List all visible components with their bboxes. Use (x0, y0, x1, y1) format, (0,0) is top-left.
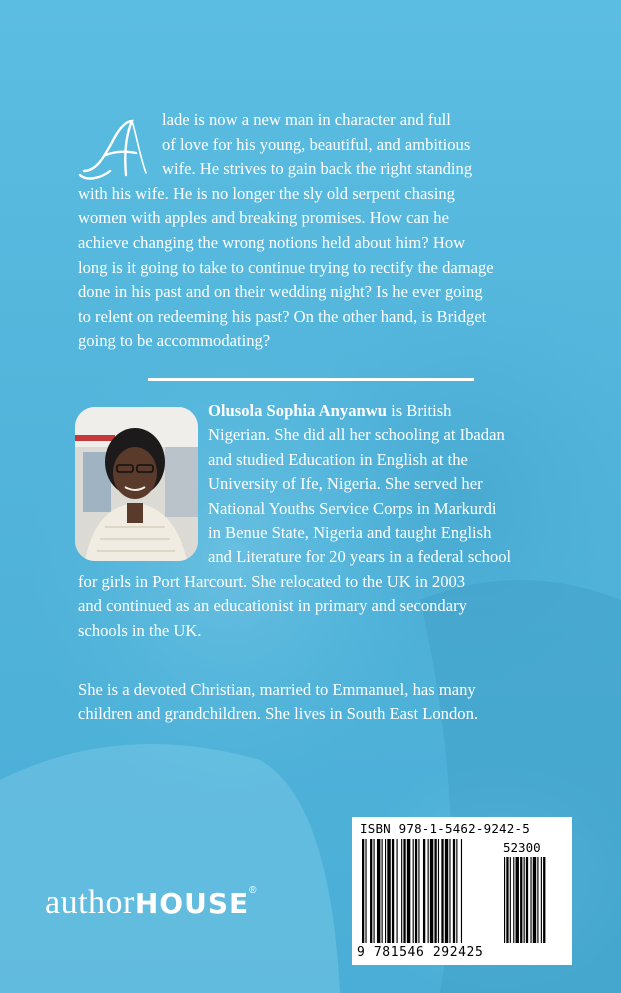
addon-price-digits: 52300 (503, 840, 541, 855)
bio-line: children and grandchildren. She lives in South East London. (78, 704, 479, 724)
synopsis-line: done in his past and on their wedding night? Is he ever going (78, 282, 483, 302)
publisher-logo-part1: author (45, 884, 135, 921)
bio-line: Nigerian. She did all her schooling at Ibadan (208, 425, 505, 445)
synopsis-line: of love for his young, beautiful, and ambitious (162, 134, 471, 154)
synopsis-line: to relent on redeeming his past? On the other hand, is Bridget (78, 306, 487, 326)
publisher-logo-part2: HOUSE (134, 887, 250, 920)
synopsis-line: long is it going to take to continue trying to rectify the damage (78, 257, 494, 277)
synopsis-line: going to be accommodating? (78, 331, 271, 351)
bio-line: is British (386, 401, 452, 420)
synopsis-line: with his wife. He is no longer the sly old serpent chasing (78, 183, 455, 203)
barcode-digits: 9 781546 292425 (357, 945, 484, 960)
registered-mark: ® (249, 885, 257, 896)
isbn-barcode (352, 817, 572, 965)
synopsis-line: women with apples and breaking promises. How can he (78, 208, 449, 228)
isbn-text: ISBN 978-1-5462-9242-5 (360, 821, 530, 836)
synopsis-line: wife. He strives to gain back the right standing (162, 159, 473, 179)
synopsis-text (78, 108, 548, 354)
bio-line: and studied Education in English at the (208, 449, 468, 469)
bio-line: in Benue State, Nigeria and taught English (208, 523, 492, 543)
author-bio-personal (78, 678, 553, 727)
publisher-logo (45, 883, 257, 922)
bio-line: schools in the UK. (78, 620, 202, 640)
barcode-bars (362, 839, 566, 949)
bio-line: She is a devoted Christian, married to Emmanuel, has many (78, 680, 476, 699)
bio-line: University of Ife, Nigeria. She served her (208, 474, 483, 494)
synopsis-line: achieve changing the wrong notions held about him? How (78, 232, 466, 252)
divider-line (148, 378, 474, 381)
author-bio (78, 399, 553, 643)
bio-line: and Literature for 20 years in a federal school (208, 547, 512, 567)
author-name: Olusola Sophia Anyanwu (208, 401, 387, 420)
bio-first-line (78, 399, 553, 423)
bio-line: National Youths Service Corps in Markurdi (208, 498, 497, 518)
bio-line: and continued as an educationist in primary and secondary (78, 596, 467, 616)
bio-line: for girls in Port Harcourt. She relocated to the UK in 2003 (78, 571, 466, 591)
synopsis-line: lade is now a new man in character and full (162, 110, 451, 129)
